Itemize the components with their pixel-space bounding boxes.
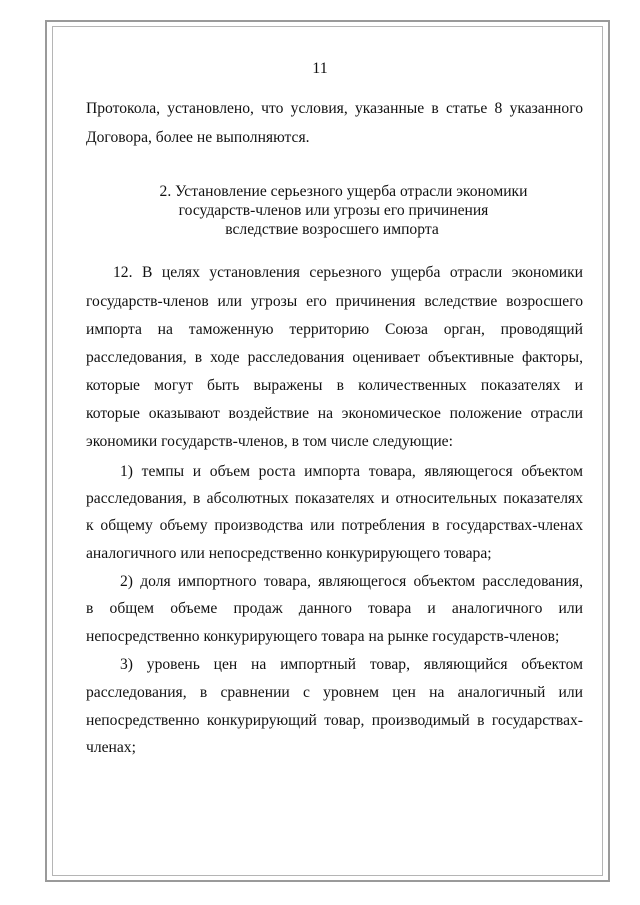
text-line: Протокола, установлено, что условия, указанные в статье 8 указанного — [86, 100, 583, 117]
text-line: 12. В целях установления серьезного ущерба отрасли экономики — [113, 264, 583, 281]
text-line: Договора, более не выполняются. — [86, 129, 310, 146]
text-line: импорта на таможенную территорию Союза орган, проводящий — [86, 321, 583, 338]
text-line: 3) уровень цен на импортный товар, являющийся объектом — [120, 656, 583, 673]
text-line: членах; — [86, 739, 136, 756]
text-line: расследования, в сравнении с уровнем цен на аналогичный или — [86, 684, 583, 701]
text-line: экономики государств-членов, в том числе следующие: — [86, 433, 453, 450]
page-number: 11 — [312, 60, 328, 77]
text-line: которые могут быть выражены в количественных показателях и — [86, 377, 583, 394]
text-line: 1) темпы и объем роста импорта товара, являющегося объектом — [120, 463, 583, 480]
text-line: расследования, в ходе расследования оценивает объективные факторы, — [86, 349, 583, 366]
text-line: государств-членов или угрозы его причинения вследствие возросшего — [86, 293, 583, 310]
text-line: непосредственно конкурирующего товара на рынке государств-членов; — [86, 628, 560, 645]
heading-line: вследствие возросшего импорта — [225, 221, 439, 238]
text-line: непосредственно конкурирующий товар, производимый в государствах- — [86, 712, 583, 729]
text-line: 2) доля импортного товара, являющегося объектом расследования, — [120, 573, 583, 590]
text-line: к общему объему производства или потребления в государствах-членах — [86, 517, 583, 534]
heading-line: 2. Установление серьезного ущерба отрасли экономики — [159, 183, 528, 200]
text-line: расследования, в абсолютных показателях и относительных показателях — [86, 490, 583, 507]
text-line: аналогичного или непосредственно конкурирующего товара; — [86, 545, 492, 562]
text-line: в общем объеме продаж данного товара и аналогичного или — [86, 600, 583, 617]
heading-line: государств-членов или угрозы его причинения — [178, 202, 489, 219]
text-line: которые оказывают воздействие на экономическое положение отрасли — [86, 405, 583, 422]
